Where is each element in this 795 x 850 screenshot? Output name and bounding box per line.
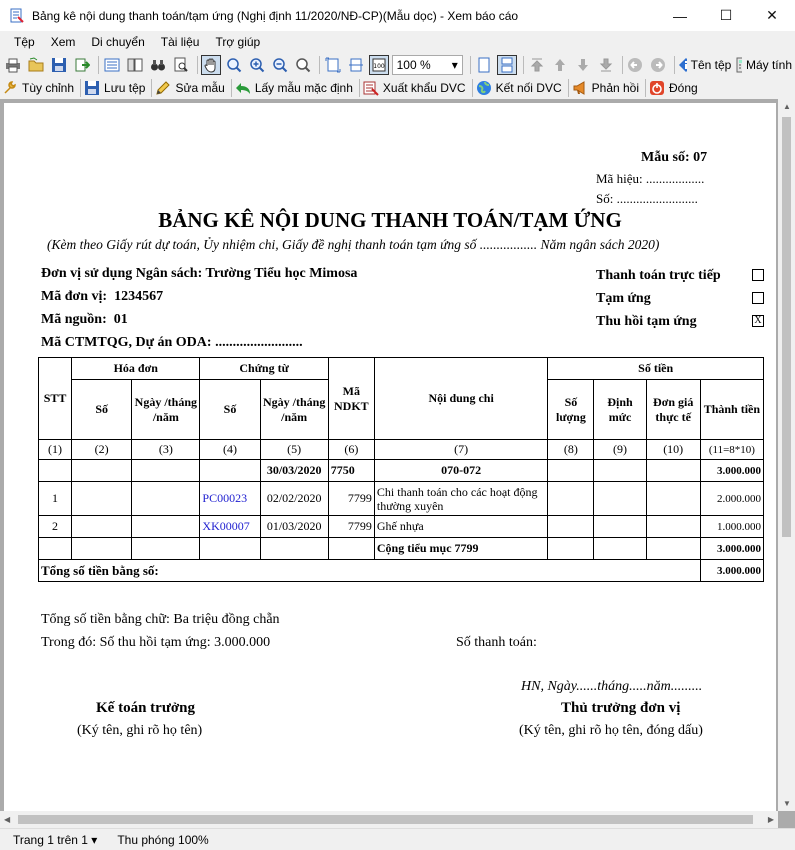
group-content: 070-072 bbox=[374, 460, 547, 482]
toolbar-separator bbox=[319, 56, 320, 74]
zoom-level-select[interactable] bbox=[392, 55, 463, 75]
zoom-level-value: 100 % bbox=[396, 58, 431, 72]
head-note: (Ký tên, ghi rõ họ tên, đóng dấu) bbox=[519, 723, 703, 738]
toolbar-actions bbox=[0, 77, 795, 99]
row-date: 02/02/2020 bbox=[260, 482, 328, 516]
col-number: (5) bbox=[260, 440, 328, 460]
save-file-button[interactable] bbox=[84, 78, 145, 98]
power-icon bbox=[649, 80, 665, 96]
toolbar-separator bbox=[80, 79, 81, 97]
report-subtitle: (Kèm theo Giấy rút dự toán, Ủy nhiệm chi, Giấy đề nghị thanh toán tạm ứng số ................. Năm ngân sách 2020) bbox=[47, 237, 660, 252]
option-advance-recovery-checkbox: X bbox=[752, 315, 764, 327]
customize-label: Tùy chỉnh bbox=[22, 81, 75, 95]
scroll-left-icon[interactable]: ◀ bbox=[4, 815, 11, 824]
pencil-icon bbox=[155, 80, 171, 96]
single-page-button[interactable] bbox=[474, 55, 494, 75]
edit-template-label: Sửa mẫu bbox=[175, 81, 225, 95]
header-total: Thành tiền bbox=[700, 380, 763, 440]
chevron-down-icon: ▾ bbox=[91, 832, 98, 847]
row-stt: 2 bbox=[39, 516, 72, 538]
grand-total-label: Tổng số tiền bằng số: bbox=[39, 560, 701, 582]
row-content: Chi thanh toán cho các hoạt động thường xuyên bbox=[374, 482, 547, 516]
header-invoice: Hóa đơn bbox=[72, 358, 200, 380]
source-code-value: 01 bbox=[113, 312, 128, 327]
header-voucher: Chứng từ bbox=[200, 358, 328, 380]
toolbar-separator bbox=[470, 56, 471, 74]
col-number: (8) bbox=[548, 440, 594, 460]
vertical-scrollbar[interactable] bbox=[778, 99, 795, 811]
header-invoice-date: Ngày /tháng /năm bbox=[132, 380, 200, 440]
file-name-label: Tên tệp bbox=[690, 58, 732, 72]
toolbar-separator bbox=[231, 79, 232, 97]
export-icon bbox=[74, 57, 90, 73]
floppy-disk-icon bbox=[51, 57, 67, 73]
source-code-row bbox=[41, 312, 128, 328]
continuous-pages-icon bbox=[499, 57, 515, 73]
floppy-disk-icon bbox=[84, 80, 100, 96]
fit-width-button[interactable] bbox=[346, 55, 366, 75]
default-template-button[interactable] bbox=[235, 78, 353, 98]
scroll-down-icon[interactable]: ▼ bbox=[783, 799, 791, 808]
grand-total-value: 3.000.000 bbox=[700, 560, 763, 582]
group-date: 30/03/2020 bbox=[260, 460, 328, 482]
unit-code-row bbox=[41, 289, 163, 305]
menu-view[interactable]: Xem bbox=[50, 35, 76, 49]
hand-tool-button[interactable] bbox=[201, 55, 221, 75]
col-number: (10) bbox=[646, 440, 700, 460]
fit-width-icon bbox=[348, 57, 364, 73]
recovery-line: Trong đó: Số thu hồi tạm ứng: 3.000.000 bbox=[41, 635, 271, 650]
back-circle-icon bbox=[627, 57, 643, 73]
toolbar-separator bbox=[523, 56, 524, 74]
grand-total-row bbox=[39, 560, 764, 582]
row-total: 1.000.000 bbox=[700, 516, 763, 538]
toolbar-separator bbox=[197, 56, 198, 74]
table-row bbox=[39, 482, 764, 516]
folder-open-icon bbox=[28, 57, 44, 73]
status-bar bbox=[0, 828, 795, 850]
export-dvc-label: Xuất khẩu DVC bbox=[382, 81, 466, 95]
unit-code-label: Mã đơn vị: bbox=[41, 289, 108, 304]
accountant-title: Kế toán trưởng bbox=[96, 700, 195, 716]
save-button[interactable] bbox=[49, 55, 69, 75]
toolbar-separator bbox=[151, 79, 152, 97]
page-indicator-text: Trang 1 trên 1 bbox=[13, 832, 88, 847]
zoom-indicator: Thu phóng 100% bbox=[117, 832, 209, 847]
col-number: (1) bbox=[39, 440, 72, 460]
find-button[interactable] bbox=[148, 55, 168, 75]
chevron-down-icon: ▾ bbox=[451, 58, 458, 72]
group-total: 3.000.000 bbox=[700, 460, 763, 482]
zoom-in-button[interactable] bbox=[247, 55, 267, 75]
toolbar-separator bbox=[359, 79, 360, 97]
unit-label: Đơn vị sử dụng Ngân sách: bbox=[41, 266, 203, 281]
header-content: Nội dung chi bbox=[374, 358, 547, 440]
unit-value: Trường Tiểu học Mimosa bbox=[205, 266, 358, 281]
search-document-icon bbox=[173, 57, 189, 73]
zoom-out-icon bbox=[272, 57, 288, 73]
customize-button[interactable] bbox=[2, 78, 74, 98]
previous-page-button[interactable] bbox=[550, 55, 570, 75]
last-page-icon bbox=[598, 57, 614, 73]
menu-bar bbox=[0, 31, 795, 53]
printer-icon bbox=[5, 57, 21, 73]
toolbar-separator bbox=[472, 79, 473, 97]
back-button[interactable] bbox=[625, 55, 645, 75]
zoom-tool-button[interactable] bbox=[224, 55, 244, 75]
payment-table bbox=[38, 357, 764, 582]
col-number: (4) bbox=[200, 440, 260, 460]
first-page-button[interactable] bbox=[527, 55, 547, 75]
header-quantity: Số lượng bbox=[548, 380, 594, 440]
page-indicator[interactable] bbox=[13, 833, 97, 847]
actual-size-icon bbox=[371, 57, 387, 73]
form-code: Mã hiệu: .................. bbox=[596, 171, 705, 186]
toolbar-separator bbox=[568, 79, 569, 97]
unit-row bbox=[41, 266, 357, 282]
maximize-button[interactable]: ☐ bbox=[719, 7, 733, 23]
table-header-row bbox=[39, 358, 764, 380]
window-title: Bảng kê nội dung thanh toán/tạm ứng (Nghị định 11/2020/NĐ-CP)(Mẫu dọc) - Xem báo cáo bbox=[32, 8, 519, 23]
thumbnail-view-icon bbox=[127, 57, 143, 73]
header-unit-price: Đơn giá thực tế bbox=[646, 380, 700, 440]
payment-line: Số thanh toán: bbox=[456, 635, 537, 650]
calculator-icon bbox=[734, 57, 742, 73]
default-template-label: Lấy mẫu mặc định bbox=[254, 81, 353, 95]
horizontal-scrollbar[interactable] bbox=[0, 811, 778, 828]
binoculars-icon bbox=[150, 57, 166, 73]
option-direct-payment-checkbox bbox=[752, 269, 764, 281]
head-title: Thủ trưởng đơn vị bbox=[561, 700, 681, 716]
group-row bbox=[39, 460, 764, 482]
column-number-row bbox=[39, 440, 764, 460]
menu-navigate[interactable]: Di chuyển bbox=[91, 35, 145, 49]
next-page-button[interactable] bbox=[573, 55, 593, 75]
toolbar-separator bbox=[98, 56, 99, 74]
undo-arrow-icon bbox=[235, 80, 251, 96]
row-total: 2.000.000 bbox=[700, 482, 763, 516]
feedback-button[interactable] bbox=[572, 78, 639, 98]
option-advance-label: Tạm ứng bbox=[596, 291, 651, 306]
last-page-button[interactable] bbox=[596, 55, 616, 75]
report-title: BẢNG KÊ NỘI DUNG THANH TOÁN/TẠM ỨNG bbox=[158, 208, 622, 232]
close-window-button[interactable]: ✕ bbox=[766, 7, 778, 23]
option-advance-recovery-label: Thu hồi tạm ứng bbox=[596, 314, 697, 329]
first-page-icon bbox=[529, 57, 545, 73]
col-number: (3) bbox=[132, 440, 200, 460]
program-code: Mã CTMTQG, Dự án ODA: ......................... bbox=[41, 335, 303, 350]
arrow-up-icon bbox=[552, 57, 568, 73]
scroll-right-icon[interactable]: ▶ bbox=[767, 815, 774, 824]
megaphone-icon bbox=[572, 80, 588, 96]
date-line: HN, Ngày......tháng.....năm......... bbox=[521, 679, 703, 694]
col-number: (2) bbox=[72, 440, 132, 460]
table-row bbox=[39, 516, 764, 538]
header-voucher-date: Ngày /tháng /năm bbox=[260, 380, 328, 440]
row-stt: 1 bbox=[39, 482, 72, 516]
toolbar-main bbox=[0, 53, 795, 77]
zoom-in-icon bbox=[249, 57, 265, 73]
magnifier-icon bbox=[226, 57, 242, 73]
continuous-page-button[interactable] bbox=[497, 55, 517, 75]
file-name-button[interactable] bbox=[678, 55, 731, 75]
open-button[interactable] bbox=[26, 55, 46, 75]
horizontal-scroll-thumb[interactable] bbox=[18, 815, 753, 824]
form-number: Mẫu số: 07 bbox=[641, 150, 708, 165]
svg-text:100: 100 bbox=[372, 63, 385, 70]
info-diamond-icon bbox=[678, 57, 686, 73]
list-view-icon bbox=[104, 57, 120, 73]
subtotal-row bbox=[39, 538, 764, 560]
subtotal-label: Cộng tiểu mục 7799 bbox=[374, 538, 547, 560]
row-voucher-link[interactable]: XK00007 bbox=[200, 516, 260, 538]
header-invoice-number: Số bbox=[72, 380, 132, 440]
minimize-button[interactable]: — bbox=[673, 7, 687, 24]
zoom-region-icon bbox=[295, 57, 311, 73]
save-file-label: Lưu tệp bbox=[104, 81, 146, 95]
subtotal-total: 3.000.000 bbox=[700, 538, 763, 560]
col-number: (6) bbox=[328, 440, 374, 460]
table-of-contents-button[interactable] bbox=[102, 55, 122, 75]
report-viewport[interactable] bbox=[0, 99, 795, 828]
source-code-label: Mã nguồn: bbox=[41, 312, 107, 327]
col-number: (7) bbox=[374, 440, 547, 460]
menu-document[interactable]: Tài liệu bbox=[160, 35, 200, 49]
zoom-out-button[interactable] bbox=[270, 55, 290, 75]
close-report-label: Đóng bbox=[669, 81, 698, 95]
single-page-icon bbox=[476, 57, 492, 73]
report-app-icon bbox=[9, 8, 25, 24]
fit-page-icon bbox=[325, 57, 341, 73]
group-ndkt: 7750 bbox=[328, 460, 374, 482]
connect-dvc-button[interactable] bbox=[476, 78, 562, 98]
export-button[interactable] bbox=[72, 55, 92, 75]
menu-file[interactable]: Tệp bbox=[14, 35, 35, 49]
hand-icon bbox=[203, 57, 219, 73]
toolbar-separator bbox=[622, 56, 623, 74]
export-dvc-button[interactable] bbox=[363, 78, 466, 98]
find-document-button[interactable] bbox=[171, 55, 191, 75]
menu-help[interactable]: Trợ giúp bbox=[215, 35, 261, 49]
option-direct-payment-label: Thanh toán trực tiếp bbox=[596, 268, 721, 283]
option-advance-checkbox bbox=[752, 292, 764, 304]
actual-size-button[interactable] bbox=[369, 55, 389, 75]
report-page bbox=[4, 103, 776, 825]
header-ndkt-code: Mã NDKT bbox=[328, 358, 374, 440]
edit-template-button[interactable] bbox=[155, 78, 224, 98]
toolbar-separator bbox=[645, 79, 646, 97]
globe-icon bbox=[476, 80, 492, 96]
wrench-icon bbox=[2, 80, 18, 96]
fit-page-button[interactable] bbox=[323, 55, 343, 75]
form-number-line: Số: ......................... bbox=[596, 191, 698, 206]
computer-button[interactable] bbox=[734, 55, 792, 75]
title-bar bbox=[0, 0, 795, 31]
total-in-words: Tổng số tiền bằng chữ: Ba triệu đồng chẵn bbox=[41, 612, 280, 627]
print-button[interactable] bbox=[3, 55, 23, 75]
zoom-region-button[interactable] bbox=[293, 55, 313, 75]
arrow-down-icon bbox=[575, 57, 591, 73]
connect-dvc-label: Kết nối DVC bbox=[495, 81, 562, 95]
header-amount-group: Số tiền bbox=[548, 358, 764, 380]
scroll-up-icon[interactable]: ▲ bbox=[783, 102, 791, 111]
col-number: (9) bbox=[594, 440, 646, 460]
thumbnails-button[interactable] bbox=[125, 55, 145, 75]
row-content: Ghế nhựa bbox=[374, 516, 547, 538]
row-ndkt: 7799 bbox=[328, 482, 374, 516]
computer-label: Máy tính bbox=[745, 58, 792, 72]
forward-circle-icon bbox=[650, 57, 666, 73]
export-spreadsheet-icon bbox=[363, 80, 379, 96]
close-report-button[interactable] bbox=[649, 78, 698, 98]
accountant-note: (Ký tên, ghi rõ họ tên) bbox=[77, 723, 203, 738]
col-number: (11=8*10) bbox=[700, 440, 763, 460]
header-stt: STT bbox=[39, 358, 72, 440]
vertical-scroll-thumb[interactable] bbox=[782, 117, 791, 537]
unit-code-value: 1234567 bbox=[114, 289, 164, 304]
row-ndkt: 7799 bbox=[328, 516, 374, 538]
row-voucher-link[interactable]: PC00023 bbox=[200, 482, 260, 516]
feedback-label: Phản hồi bbox=[591, 81, 640, 95]
forward-button[interactable] bbox=[648, 55, 668, 75]
header-voucher-number: Số bbox=[200, 380, 260, 440]
toolbar-separator bbox=[674, 56, 675, 74]
row-date: 01/03/2020 bbox=[260, 516, 328, 538]
header-norm: Định mức bbox=[594, 380, 646, 440]
